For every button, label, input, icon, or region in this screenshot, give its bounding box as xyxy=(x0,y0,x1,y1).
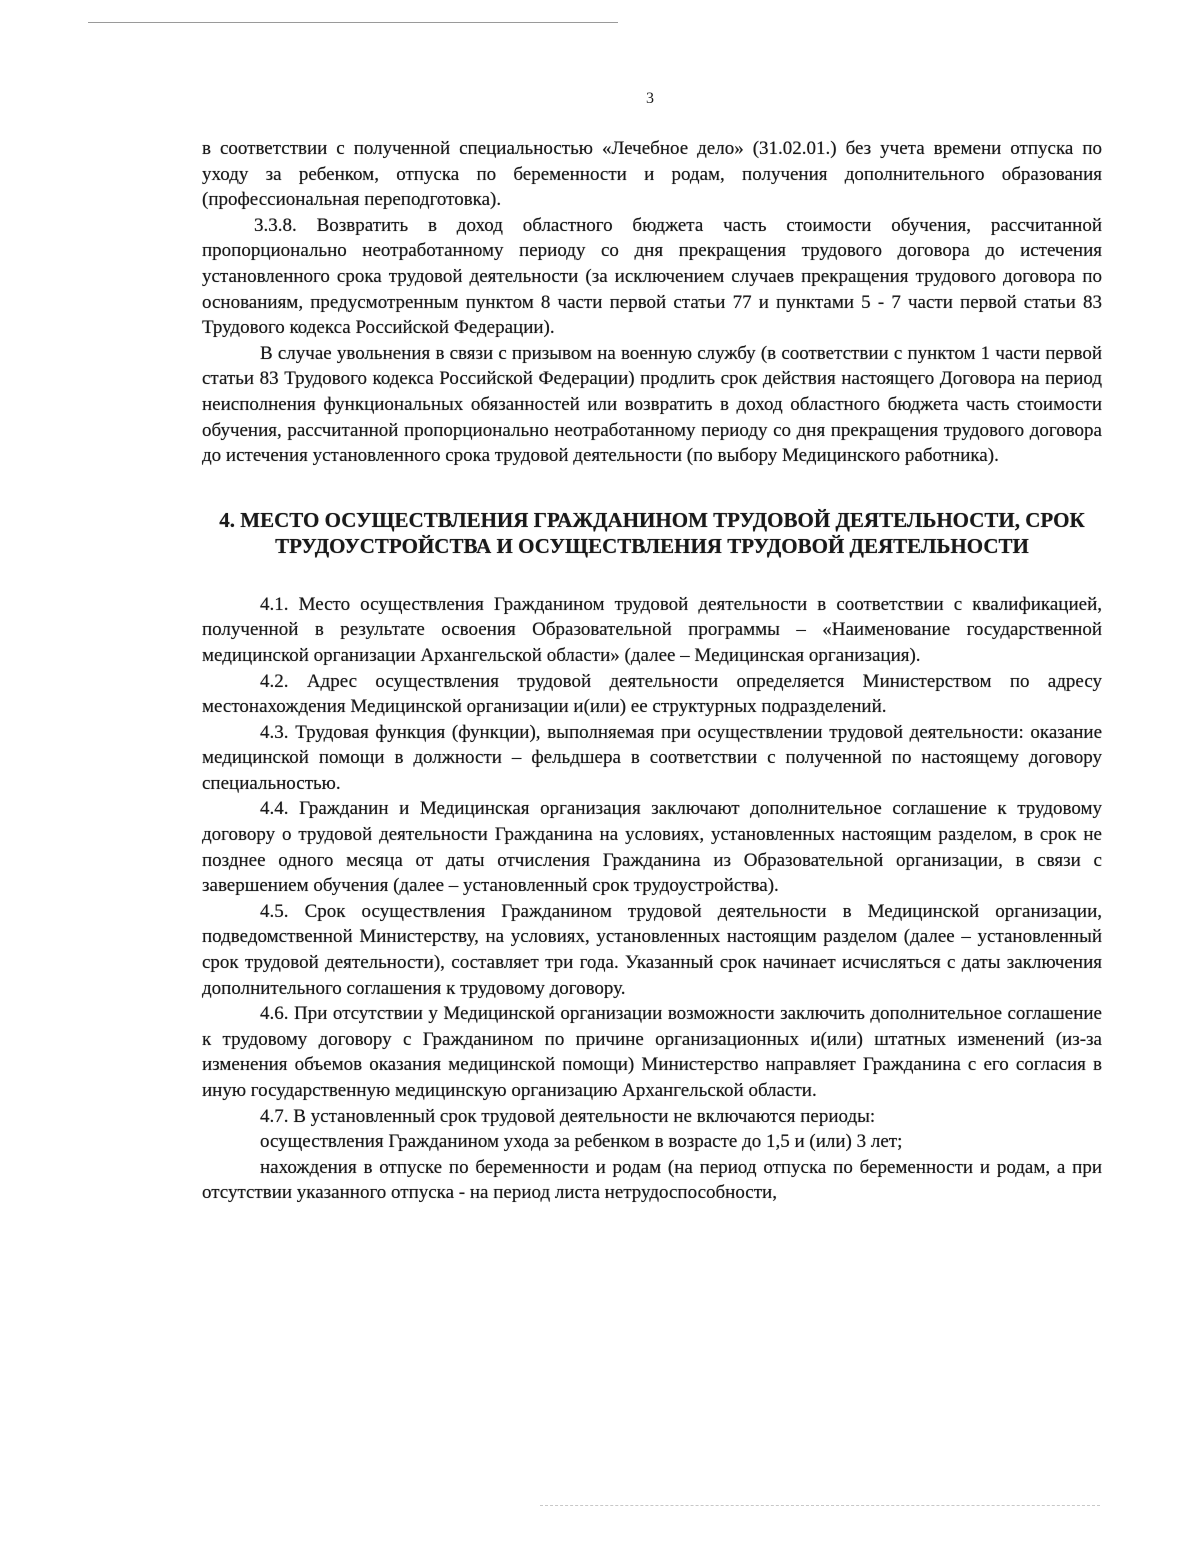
document-body xyxy=(202,136,1102,1206)
paragraph-continuation: в соответствии с полученной специальностью «Лечебное дело» (31.02.01.) без учета времени отпуска по уходу за ребенком, отпуска по беременности и родам, получения дополнительного образования (профессиональная переподготовка). xyxy=(202,138,1102,211)
section-4-title: 4. МЕСТО ОСУЩЕСТВЛЕНИЯ ГРАЖДАНИНОМ ТРУДОВОЙ ДЕЯТЕЛЬНОСТИ, СРОК ТРУДОУСТРОЙСТВА И ОСУЩЕСТВЛЕНИЯ ТРУДОВОЙ ДЕЯТЕЛЬНОСТИ xyxy=(219,507,1085,558)
paragraph-4-2: 4.2. Адрес осуществления трудовой деятельности определяется Министерством по адресу местонахождения Медицинской организации и(или) ее структурных подразделений. xyxy=(202,670,1102,718)
paragraph-4-3: 4.3. Трудовая функция (функции), выполняемая при осуществлении трудовой деятельности: оказание медицинской помощи в должности – фельдшера в соответствии с полученной по настоящему договору специальностью. xyxy=(202,721,1102,794)
paragraph-4-4: 4.4. Гражданин и Медицинская организация заключают дополнительное соглашение к трудовому договору о трудовой деятельности Гражданина на условиях, установленных настоящим разделом, в срок не позднее одного месяца от даты отчисления Гражданина из Образовательной организации, в связи с завершением обучения (далее – установленный срок трудоустройства). xyxy=(202,798,1102,897)
scan-artifact-line xyxy=(540,1505,1100,1506)
paragraph-4-1: 4.1. Место осуществления Гражданином трудовой деятельности в соответствии с квалификацией, полученной в результате освоения Образовательной программы – «Наименование государственной медицинской организации Архангельской области» (далее – Медицинская организация). xyxy=(202,593,1102,666)
paragraph-4-7-item-childcare: осуществления Гражданином ухода за ребенком в возрасте до 1,5 и (или) 3 лет; xyxy=(260,1131,903,1153)
paragraph-4-7-item-maternity: нахождения в отпуске по беременности и родам (на период отпуска по беременности и родам, а при отсутствии указанного отпуска - на период листа нетрудоспособности, xyxy=(202,1156,1102,1204)
paragraph-4-6: 4.6. При отсутствии у Медицинской организации возможности заключить дополнительное соглашение к трудовому договору с Гражданином по причине организационных и(или) штатных изменений (из-за изменения объемов оказания медицинской помощи) Министерство направляет Гражданина с его согласия в иную государственную медицинскую организацию Архангельской области. xyxy=(202,1003,1102,1101)
paragraph-4-7: 4.7. В установленный срок трудовой деятельности не включаются периоды: xyxy=(260,1105,876,1127)
paragraph-military-service: В случае увольнения в связи с призывом на военную службу (в соответствии с пунктом 1 части первой статьи 83 Трудового кодекса Российской Федерации) продлить срок действия настоящего Договора на период неисполнения функциональных обязанностей или возвратить в доход областного бюджета часть стоимости обучения, рассчитанной пропорционально неотработанному периоду со дня прекращения трудового договора до истечения установленного срока трудовой деятельности (по выбору Медицинского работника). xyxy=(202,342,1102,467)
paragraph-4-5: 4.5. Срок осуществления Гражданином трудовой деятельности в Медицинской организации, подведомственной Министерству, на условиях, установленных настоящим разделом (далее – установленный срок трудовой деятельности), составляет три года. Указанный срок начинает исчисляться с даты заключения дополнительного соглашения к трудовому договору. xyxy=(202,900,1102,999)
paragraph-3-3-8: 3.3.8. Возвратить в доход областного бюджета часть стоимости обучения, рассчитанной пропорционально неотработанному периоду со дня прекращения трудового договора до истечения установленного срока трудовой деятельности (за исключением случаев прекращения трудового договора по основаниям, предусмотренным пунктом 8 части первой статьи 77 и пунктами 5 - 7 части первой статьи 83 Трудового кодекса Российской Федерации). xyxy=(202,214,1102,339)
scan-artifact-line xyxy=(88,22,618,23)
page-number: 3 xyxy=(646,90,654,107)
